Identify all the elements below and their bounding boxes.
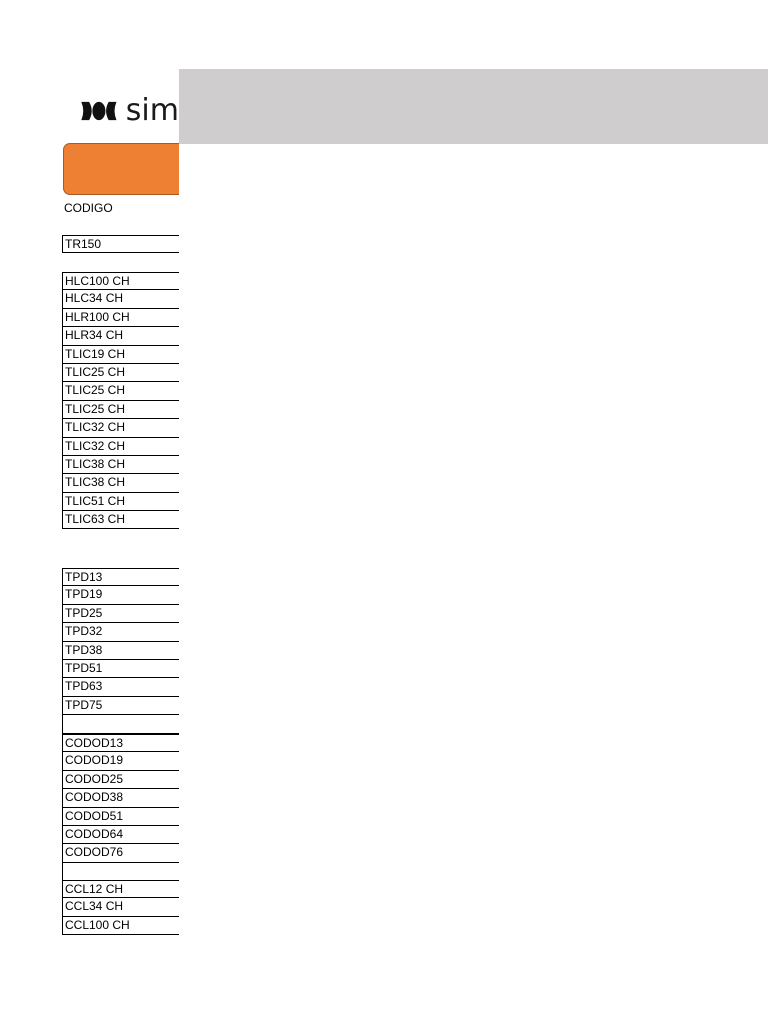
table-row: TPD63 xyxy=(63,678,179,696)
table-row: TLIC32 CH xyxy=(63,438,179,456)
table-row: TPD25 xyxy=(63,605,179,623)
table-row: TLIC38 CH xyxy=(63,456,179,474)
table-row: CODOD25 xyxy=(63,771,179,789)
table-group xyxy=(62,568,179,734)
table-row: TPD32 xyxy=(63,623,179,641)
table-row: TR150 xyxy=(63,235,179,253)
table-row: CCL100 CH xyxy=(63,917,179,935)
table-group xyxy=(62,734,179,881)
table-row: TLIC51 CH xyxy=(63,493,179,511)
table-row: TPD19 xyxy=(63,586,179,604)
brand-logo xyxy=(80,93,179,129)
table-row: CODOD19 xyxy=(63,752,179,770)
table-row: TLIC63 CH xyxy=(63,511,179,529)
table-row: TLIC38 CH xyxy=(63,474,179,492)
table-row: TLIC19 CH xyxy=(63,346,179,364)
column-header-codigo: CODIGO xyxy=(64,201,113,215)
table-group xyxy=(62,272,179,529)
table-row: TLIC25 CH xyxy=(63,401,179,419)
table-row: HLR100 CH xyxy=(63,309,179,327)
table-row xyxy=(63,863,179,881)
table-row: CODOD38 xyxy=(63,789,179,807)
table-row: TPD13 xyxy=(63,568,179,586)
table-row: HLR34 CH xyxy=(63,327,179,345)
table-group xyxy=(62,235,179,253)
section-header-banner xyxy=(63,143,179,195)
visible-sheet-area xyxy=(0,0,179,1024)
table-row: HLC34 CH xyxy=(63,290,179,308)
table-row: TPD38 xyxy=(63,642,179,660)
table-row: TLIC25 CH xyxy=(63,382,179,400)
table-row xyxy=(63,715,179,733)
brand-name: sim xyxy=(125,93,179,128)
table-row: CCL34 CH xyxy=(63,898,179,916)
logo-mark-icon xyxy=(80,95,118,127)
header-gray-panel xyxy=(179,69,768,144)
table-row: TPD51 xyxy=(63,660,179,678)
table-row: TLIC25 CH xyxy=(63,364,179,382)
table-row: HLC100 CH xyxy=(63,272,179,290)
table-row: CODOD13 xyxy=(63,734,179,752)
table-group xyxy=(62,880,179,935)
table-row: TPD75 xyxy=(63,697,179,715)
table-row: TLIC32 CH xyxy=(63,419,179,437)
table-row: CODOD64 xyxy=(63,826,179,844)
table-row: CODOD51 xyxy=(63,808,179,826)
table-row: CCL12 CH xyxy=(63,880,179,898)
table-row: CODOD76 xyxy=(63,844,179,862)
